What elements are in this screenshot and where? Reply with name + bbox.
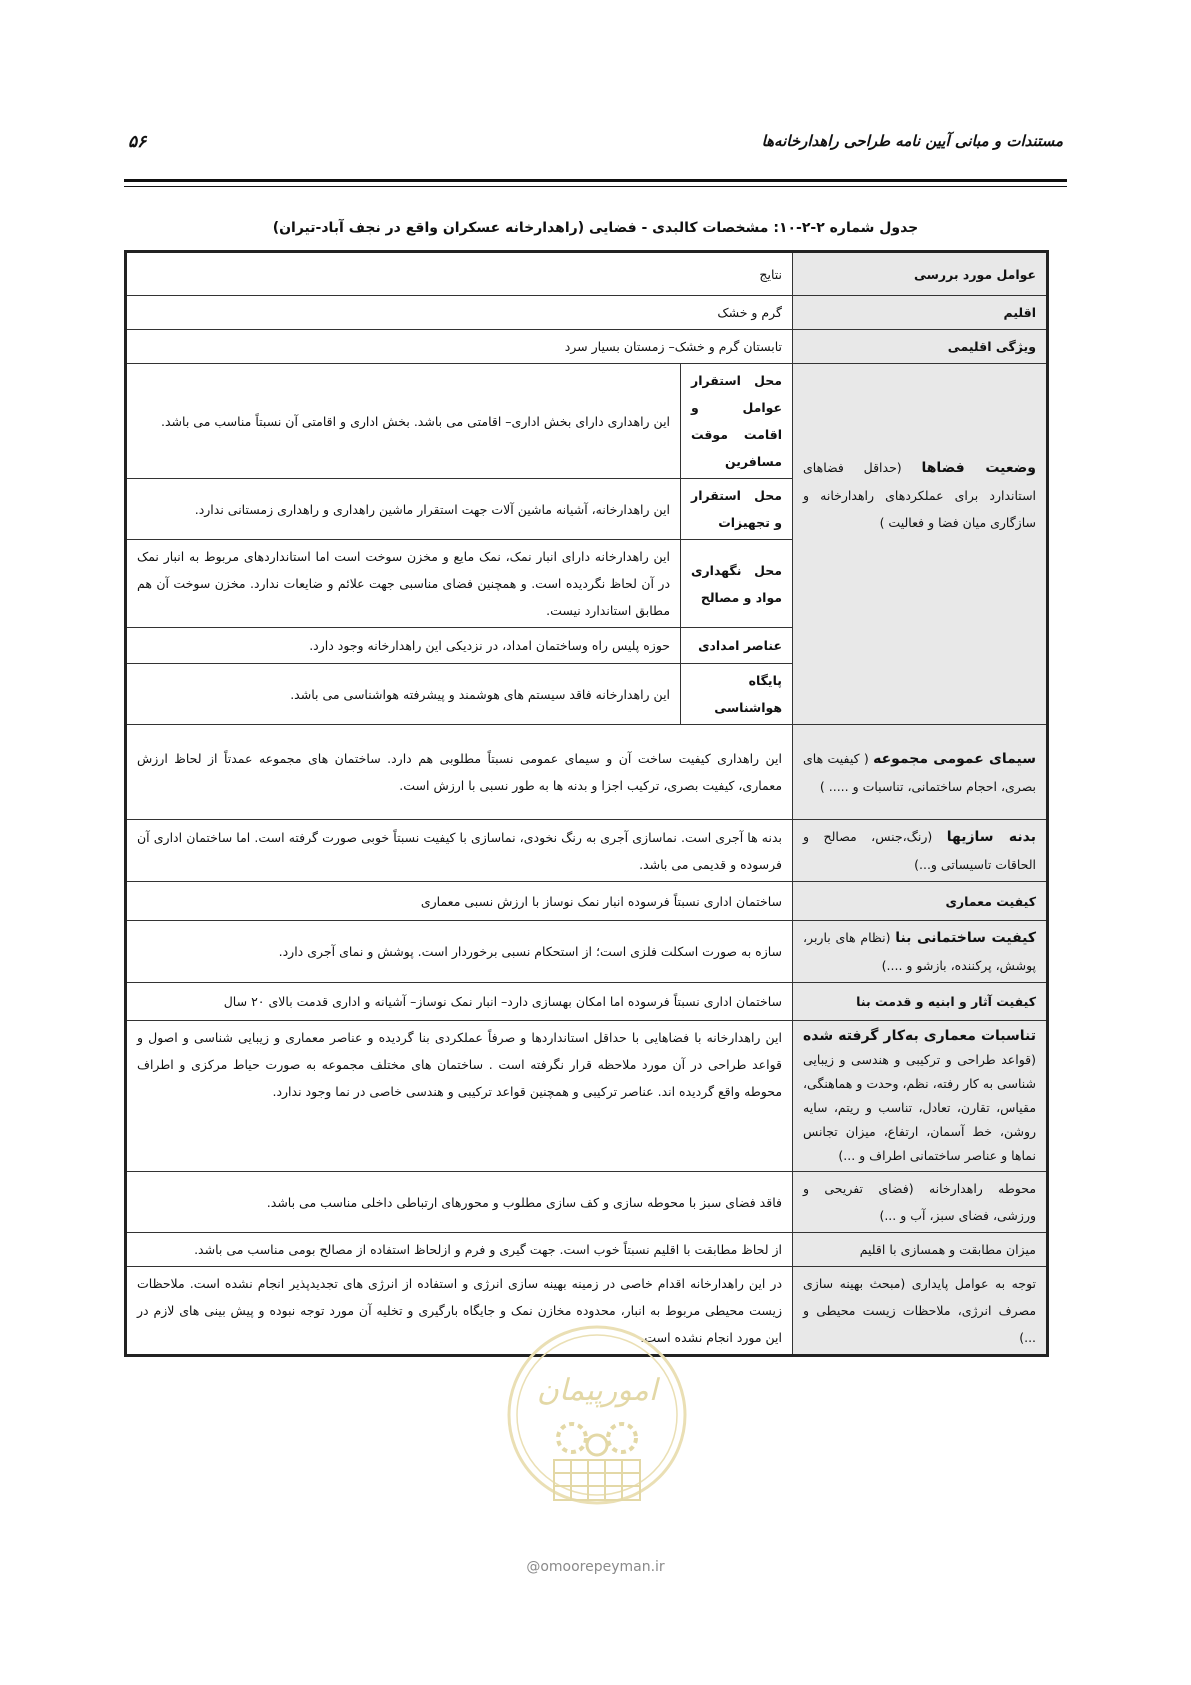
page-header bbox=[128, 132, 1063, 162]
table-row bbox=[126, 1233, 1048, 1267]
result-cell: این راهدارخانه فاقد سیستم های هوشمند و پیشرفته هواشناسی می باشد. bbox=[126, 664, 681, 725]
result-cell: این راهدارخانه با فضاهایی با حداقل استانداردها و صرفاً عملکردی بنا گردیده و عناصر معماری و زیبایی شناسی و اصول و قواعد طراحی در آن مورد ملاحظه قرار نگرفته است . ساختمان های مختلف مجموعه به صورت حیاط مرکزی و اطراف محوطه واقع گردیده اند. عناصر ترکیبی و همچنین قواعد ترکیبی و هندسی خاصی در نما وجود ندارد. bbox=[126, 1021, 793, 1172]
header-rule-thin bbox=[124, 186, 1067, 187]
factor-main-label: تناسبات معماری به‌کار گرفته شده bbox=[803, 1028, 1037, 1044]
table-row bbox=[126, 1172, 1048, 1233]
result-cell: این راهداری دارای بخش اداری– اقامتی می باشد. بخش اداری و اقامتی آن نسبتاً مناسب می باشد. bbox=[126, 364, 681, 479]
result-cell: ساختمان اداری نسبتاً فرسوده انبار نمک نوساز با ارزش نسبی معماری bbox=[126, 882, 793, 921]
header-rule-thick bbox=[124, 179, 1067, 182]
result-cell: این راهدارخانه، آشیانه ماشین آلات جهت استقرار ماشین راهداری و راهداری زمستانی ندارد. bbox=[126, 479, 681, 540]
at-icon: @ bbox=[526, 1559, 541, 1575]
factor-cell: ویژگی اقلیمی bbox=[793, 330, 1048, 364]
table-row bbox=[126, 1021, 1048, 1172]
result-cell: بدنه ها آجری است. نماسازی آجری به رنگ نخودی، نماسازی با کیفیت نسبتاً خوبی صورت گرفته است. اما ساختمان اداری آن فرسوده و قدیمی می باشد. bbox=[126, 820, 793, 882]
factor-sub-label: (حداقل فضاهای استاندارد برای عملکردهای راهدارخانه و سازگاری میان فضا و فعالیت ) bbox=[803, 460, 1037, 530]
factor-cell: کیفیت معماری bbox=[793, 882, 1048, 921]
factor-sub-label: (رنگ،جنس، مصالح و الحاقات تاسیساتی و...) bbox=[803, 829, 1037, 872]
factor-main-label: وضعیت فضاها bbox=[921, 460, 1036, 476]
result-cell: از لحاظ مطابقت با اقلیم نسبتاً خوب است. جهت گیری و فرم و ازلحاظ استفاده از مصالح بومی مناسب می باشد. bbox=[126, 1233, 793, 1267]
factor-cell: محوطه راهدارخانه (فضای تفریحی و ورزشی، فضای سبز، آب و ...) bbox=[793, 1172, 1048, 1233]
table-header-row bbox=[126, 252, 1048, 296]
factor-main-label: کیفیت ساختمانی بنا bbox=[895, 930, 1036, 946]
result-cell: در این راهدارخانه اقدام خاصی در زمینه بهینه سازی انرژی و استفاده از انرژی های تجدیدپذیر انجام نشده است. ملاحظات زیست محیطی مربوط به انبار، محدوده مخازن نمک و جایگاه بارگیری و تخلیه آن مورد توجه نبوده و پیش بینی های لازم در این مورد انجام نشده است. bbox=[126, 1267, 793, 1356]
result-cell: فاقد فضای سبز با محوطه سازی و کف سازی مطلوب و محورهای ارتباطی داخلی مناسب می باشد. bbox=[126, 1172, 793, 1233]
factor-sub-label: ( کیفیت های بصری، احجام ساختمانی، تناسبات و ..... ) bbox=[803, 750, 1037, 794]
factor-sub-label: (قواعد طراحی و ترکیبی و هندسی و زیبایی شناسی به کار رفته، نظم، وحدت و هماهنگی، مقیاس، تقارن، تعادل، تناسب و ریتم، سایه روشن، خط آسمان، ارتفاع، میزان تجانس نماها و عناصر ساختمانی اطراف و ...) bbox=[803, 1052, 1037, 1163]
physical-spatial-table bbox=[124, 250, 1049, 1357]
sub-factor-cell: محل استقرار و تجهیزات bbox=[681, 479, 793, 540]
sub-factor-cell: عناصر امدادی bbox=[681, 628, 793, 664]
table-row bbox=[126, 983, 1048, 1021]
watermark-website-text: omoorepeyman.ir bbox=[540, 1559, 665, 1575]
factor-main-label: بدنه سازیها bbox=[946, 829, 1036, 845]
sub-factor-cell: پایگاه هواشناسی bbox=[681, 664, 793, 725]
header-result-cell: نتایج bbox=[126, 252, 793, 296]
table-row bbox=[126, 882, 1048, 921]
watermark-logo-graphic bbox=[492, 1320, 702, 1540]
result-cell: این راهداری کیفیت ساخت آن و سیمای عمومی نسبتاً مطلوبی هم دارد. ساختمان های مجموعه عمدتاً از لحاظ ارزش معماری، کیفیت بصری، ترکیب اجزا و بدنه ها به طور نسبی با ارزش است. bbox=[126, 725, 793, 820]
factor-cell bbox=[793, 1021, 1048, 1172]
table-row bbox=[126, 330, 1048, 364]
watermark-logo bbox=[492, 1320, 702, 1540]
factor-cell: توجه به عوامل پایداری (مبحث بهینه سازی مصرف انرژی، ملاحظات زیست محیطی و ...) bbox=[793, 1267, 1048, 1356]
sub-factor-cell: محل استقرار عوامل و اقامت موقت مسافرین bbox=[681, 364, 793, 479]
result-cell: تابستان گرم و خشک– زمستان بسیار سرد bbox=[126, 330, 793, 364]
factor-cell bbox=[793, 820, 1048, 882]
factor-cell bbox=[793, 921, 1048, 983]
factor-sub-label: (نظام های باربر، پوشش، پرکننده، بازشو و ....) bbox=[803, 930, 1037, 973]
table-row bbox=[126, 364, 1048, 479]
watermark-logo-text: امورپیمان bbox=[536, 1373, 658, 1408]
factor-main-label: سیمای عمومی مجموعه bbox=[873, 750, 1036, 767]
result-cell: حوزه پلیس راه وساختمان امداد، در نزدیکی این راهدارخانه وجود دارد. bbox=[126, 628, 681, 664]
table-row bbox=[126, 921, 1048, 983]
result-cell: گرم و خشک bbox=[126, 296, 793, 330]
result-cell: سازه به صورت اسکلت فلزی است؛ از استحکام نسبی برخوردار است. پوشش و نمای آجری دارد. bbox=[126, 921, 793, 983]
factor-cell bbox=[793, 725, 1048, 820]
document-title: مستندات و مبانی آیین نامه طراحی راهدارخانه‌ها bbox=[761, 132, 1063, 150]
factor-cell bbox=[793, 364, 1048, 725]
table-caption: جدول شماره ۲-۲-۱۰: مشخصات کالبدی - فضایی (راهدارخانه عسکران واقع در نجف آباد-تیران) bbox=[272, 220, 919, 236]
result-cell: این راهدارخانه دارای انبار نمک، نمک مایع و مخزن سوخت است اما استانداردهای مربوط به انبار نمک در آن لحاظ نگردیده است. و همچنین فضای مناسبی جهت علائم و ضایعات ندارد. مخزن سوخت آن هم مطابق استاندارد نیست. bbox=[126, 540, 681, 628]
watermark-website bbox=[0, 1559, 1191, 1575]
result-cell: ساختمان اداری نسبتاً فرسوده اما امکان بهسازی دارد– انبار نمک نوساز– آشیانه و اداری قدمت بالای ۲۰ سال bbox=[126, 983, 793, 1021]
table-row bbox=[126, 725, 1048, 820]
table-row bbox=[126, 296, 1048, 330]
header-factor-cell: عوامل مورد بررسی bbox=[793, 252, 1048, 296]
sub-factor-cell: محل نگهداری مواد و مصالح bbox=[681, 540, 793, 628]
factor-cell: اقلیم bbox=[793, 296, 1048, 330]
page-number: ۵۶ bbox=[128, 132, 147, 152]
table-row bbox=[126, 820, 1048, 882]
factor-cell: کیفیت آثار و ابنیه و قدمت بنا bbox=[793, 983, 1048, 1021]
factor-cell: میزان مطابقت و همسازی با اقلیم bbox=[793, 1233, 1048, 1267]
